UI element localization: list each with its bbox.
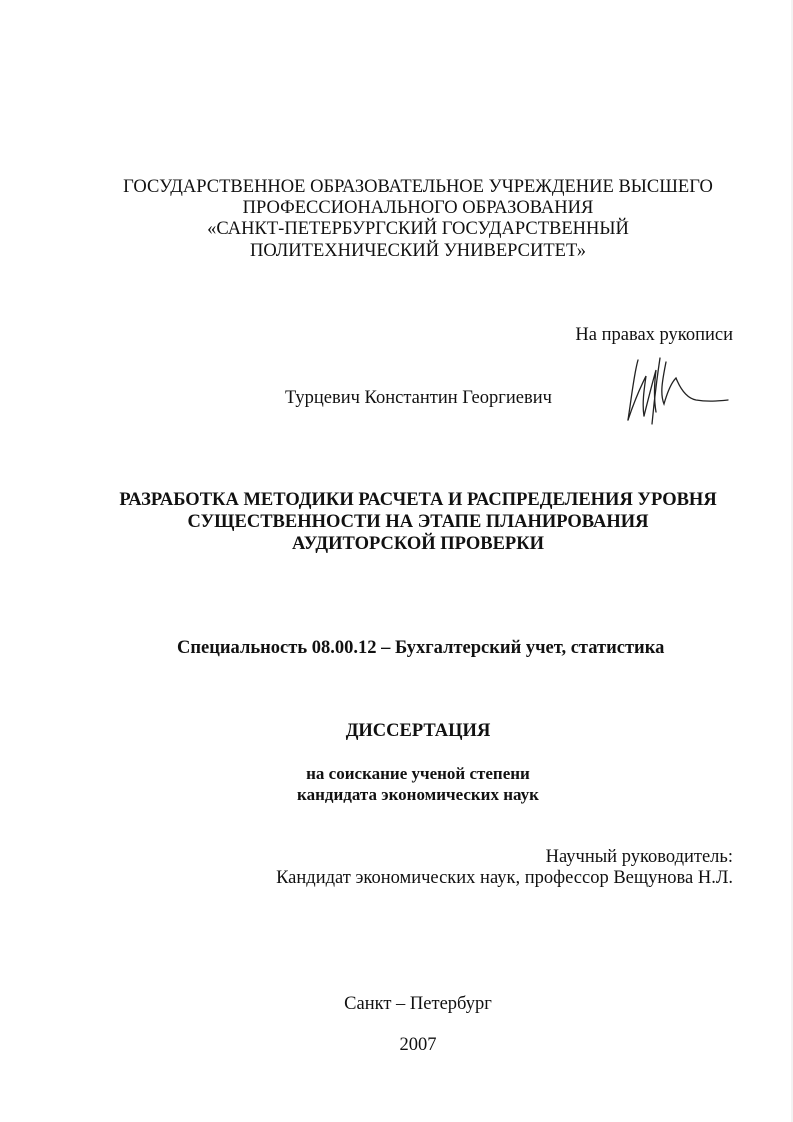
city: Санкт – Петербург (344, 994, 492, 1014)
institution-line-2: ПРОФЕССИОНАЛЬНОГО ОБРАЗОВАНИЯ (242, 198, 594, 218)
degree-line-1: на соискание ученой степени (306, 764, 530, 783)
signature-icon (620, 354, 732, 428)
institution-line-4: ПОЛИТЕХНИЧЕСКИЙ УНИВЕРСИТЕТ» (249, 241, 587, 261)
title-line-3: АУДИТОРСКОЙ ПРОВЕРКИ (291, 534, 545, 554)
work-type: ДИССЕРТАЦИЯ (345, 721, 491, 741)
manuscript-note: На правах рукописи (575, 325, 733, 345)
specialty: Специальность 08.00.12 – Бухгалтерский учет, статистика (177, 638, 665, 658)
supervisor-label: Научный руководитель: (545, 847, 733, 867)
institution-line-1: ГОСУДАРСТВЕННОЕ ОБРАЗОВАТЕЛЬНОЕ УЧРЕЖДЕНИЕ ВЫСШЕГО (123, 177, 713, 197)
institution-line-3: «САНКТ-ПЕТЕРБУРГСКИЙ ГОСУДАРСТВЕННЫЙ (207, 219, 629, 239)
year: 2007 (399, 1035, 437, 1055)
supervisor-name: Кандидат экономических наук, профессор Вещунова Н.Л. (276, 868, 733, 888)
degree-line-2: кандидата экономических наук (297, 785, 539, 804)
author-name: Турцевич Константин Георгиевич (285, 388, 552, 408)
title-line-2: СУЩЕСТВЕННОСТИ НА ЭТАПЕ ПЛАНИРОВАНИЯ (187, 512, 649, 532)
title-line-1: РАЗРАБОТКА МЕТОДИКИ РАСЧЕТА И РАСПРЕДЕЛЕНИЯ УРОВНЯ (119, 490, 717, 510)
